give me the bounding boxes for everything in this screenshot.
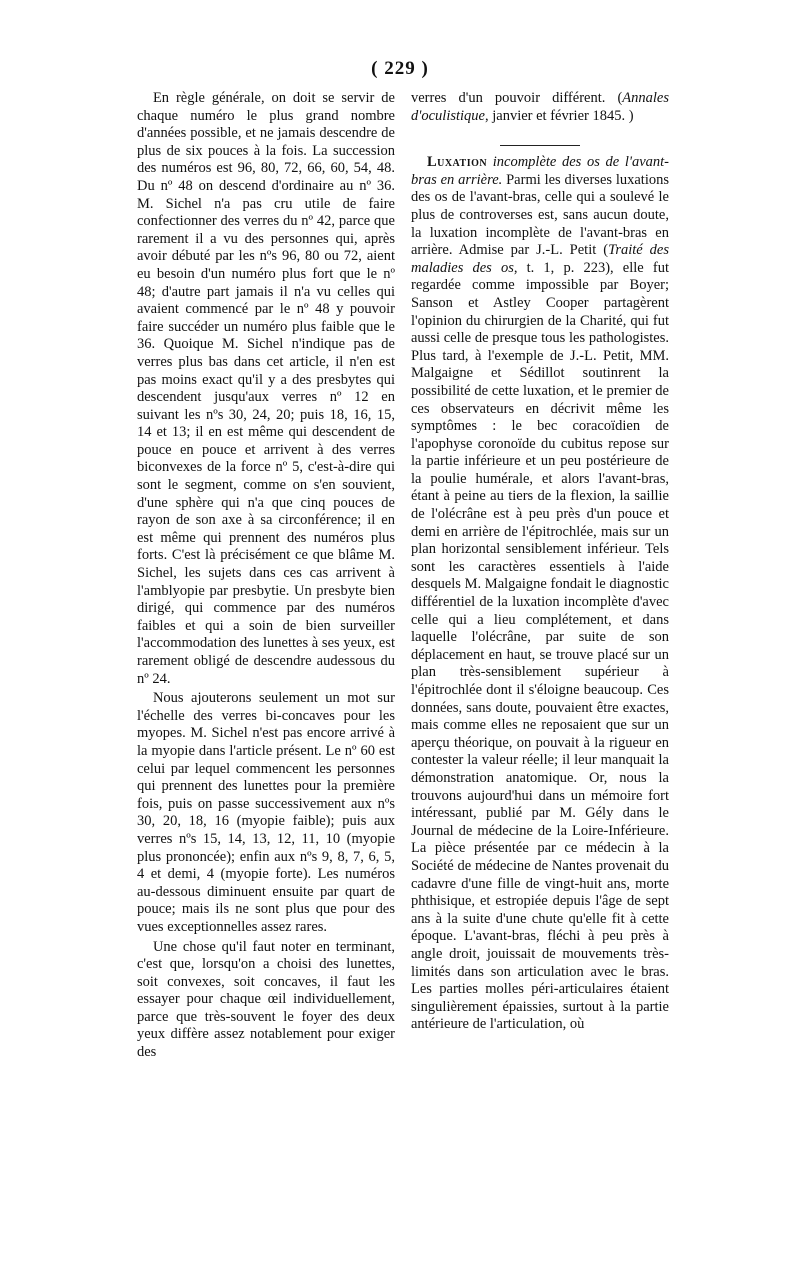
citation-open: (: [605, 90, 623, 106]
petit-work-title: Traité des maladies des os: [411, 242, 669, 276]
citation-journal: Annales d'oculistique: [411, 90, 669, 124]
paragraph-myopes: Nous ajouterons seulement un mot sur l'échelle des verres bi-concaves pour les myopes. M. Sichel n'est pas encore arrivé à la myopie dans l'article présent. Le nº 60 est celui par lequel commencent les personnes qui prennent des lunettes pour la première fois, puis on passe successivement aux nºs 30, 20, 18, 16 (myopie faible); puis aux verres nºs 15, 14, 13, 12, 11, 10 (myopie plus prononcée); enfin aux nºs 9, 8, 7, 6, 5, 4 et demi, 4 (myopie forte). Les numéros au-dessous diminuent ensuite par quart de pouce; mais ils ne sont plus que pour des vues exceptionnelles assez rares.: [137, 690, 395, 935]
left-column: [137, 90, 395, 1064]
citation-close: , janvier et février 1845. ): [484, 107, 634, 124]
page-number: ( 229 ): [371, 58, 429, 79]
continuation-paragraph: [411, 90, 669, 125]
continuation-text: verres d'un pouvoir différent.: [411, 90, 606, 106]
paragraph-essai-lunettes: Une chose qu'il faut noter en terminant, c'est que, lorsqu'on a choisi des lunettes, soit convexes, soit concaves, il faut les essayer pour chaque œil individuellement, parce que très-souvent le foyer des deux yeux diffère assez notablement pour exiger des: [137, 938, 395, 1061]
paragraph-presbytie: En règle générale, on doit se servir de chaque numéro le plus grand nombre d'années possible, et ne jamais descendre de plus de six pouces à la fois. La succession des numéros est 96, 80, 72, 66, 60, 54, 48. Du nº 48 on descend d'ordinaire au nº 36. M. Sichel n'a pas cru utile de faire confectionner des verres du nº 42, parce que rarement il a vu des personnes qui, après avoir débuté par les nºs 96, 80 ou 72, aient eu besoin d'un numéro plus fort que le nº 48; d'autre part jamais il n'a vu celles qui avaient commencé par le nº 48 y pouvoir faire succéder un numéro plus faible que le 36. Quoique M. Sichel n'indique pas de verres plus bas dans cet article, il n'en est pas moins exact qu'il y a des presbytes qui descendent jusqu'aux verres nº 12 en suivant les nºs 30, 24, 20; puis 18, 16, 15, 14 et 13; il en est même qui descendent de pouce en pouce et arrivent à des verres biconvexes de la force nº 5, c'est-à-dire qui sont le segment, comme on s'en souvient, d'une sphère qui n'a que cinq pouces de rayon de son axe à sa circonférence; il en est même qui prennent des numéros plus forts. C'est là précisément ce que blâme M. Sichel, les sujets dans ces cas arrivent à l'amblyopie par presbytie. Un presbyte bien dirigé, qui commence par des numéros faibles et qui a soin de bien surveiller l'accommodation des lunettes à ses yeux, est rarement obligé de descendre audessous du nº 24.: [137, 90, 395, 687]
luxation-subtitle: incomplète des os de l'avant-bras en arrière.: [411, 154, 669, 188]
luxation-heading: Luxation: [426, 154, 488, 171]
right-column: [411, 90, 669, 1036]
luxation-paragraph: [411, 154, 669, 1034]
section-divider: [500, 145, 580, 146]
luxation-text-2: , t. 1, p. 223), elle fut regardée comme impossible par Boyer; Sanson et Astley Cooper partagèrent l'opinion du chirurgien de la Charité, qui fut aussi celle de presque tous les pathologistes. Plus tard, à l'exemple de J.-L. Petit, MM. Malgaigne et Sédillot soutinrent la possibilité de cette luxation, et le premier de ces observateurs en décrivit même les symptômes : le bec coracoïdien de l'apophyse coronoïde du cubitus repose sur la partie inférieure et un peu postérieure de la poulie humérale, et alors l'avant-bras, étant à peine au tiers de la flexion, la saillie de l'olécrâne est à peu près d'un pouce et demi en arrière de l'épitrochlée, mais sur un plan horizontal sensiblement inférieur. Tels sont les caractères essentiels à l'aide desquels M. Malgaigne fondait le diagnostic différentiel de la luxation incomplète d'avec celle qui a lieu complétement, et dans laquelle l'olécrâne, par suite de son déplacement en haut, se trouve placé sur un plan très-sensiblement supérieur à l'épitrochlée dont il s'éloigne beaucoup. Ces données, sans doute, pouvaient être exactes, mais comme elles ne reposaient que sur un aperçu théorique, on pouvait à la rigueur en contester la valeur réelle; il leur manquait la démonstration anatomique. Or, nous la trouvons aujourd'hui dans un mémoire fort intéressant, publié par M. Gély dans le Journal de médecine de la Loire-Inférieure. La pièce présentée par ce médecin à la Société de médecine de Nantes provenait du cadavre d'une fille de vingt-huit ans, morte phthisique, et estropiée depuis l'âge de sept ans à la suite d'une chute qu'elle fit à cette époque. L'avant-bras, fléchi à peu près à angle droit, jouissait de mouvements très-limités dans son articulation avec le bras. Les parties molles péri-articulaires étaient singulièrement épaissies, surtout à la partie antérieure de l'articulation, où: [411, 259, 669, 1033]
luxation-text-1: Parmi les diverses luxations des os de l'avant-bras, celle qui a soulevé le plus de controverses est, sans aucun doute, la luxation incomplète de l'avant-bras en arrière. Admise par J.-L. Petit (: [411, 171, 670, 259]
